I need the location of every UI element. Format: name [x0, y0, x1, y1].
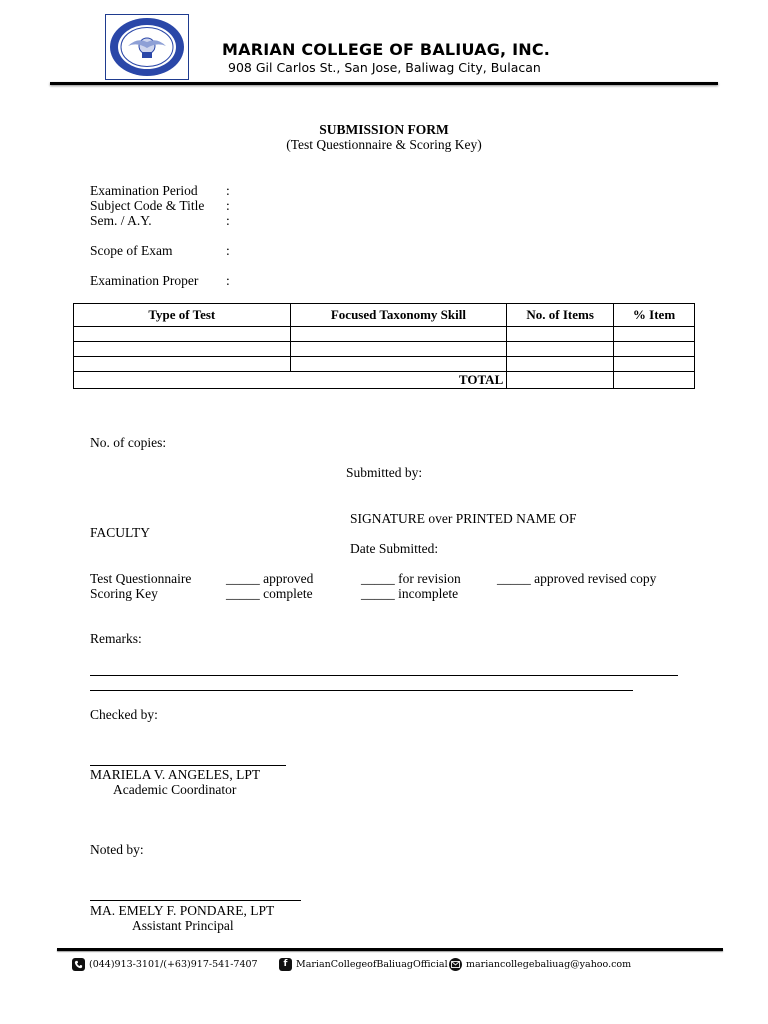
table-row [74, 357, 695, 372]
subject-label: Subject Code & Title [90, 198, 205, 213]
table-row [74, 327, 695, 342]
submitted-by-label: Submitted by: [346, 465, 423, 480]
table-cell[interactable] [74, 357, 291, 372]
copies-label: No. of copies: [90, 435, 167, 450]
table-cell[interactable] [290, 357, 507, 372]
table-header-row [74, 304, 695, 327]
remarks-line-1[interactable] [90, 675, 678, 676]
checked-by-name: MARIELA V. ANGELES, LPT [90, 767, 261, 782]
facebook-icon: f [279, 958, 292, 971]
table-cell[interactable] [74, 342, 291, 357]
col-percent-item: % Item [614, 304, 695, 327]
tq-label: Test Questionnaire [90, 571, 192, 586]
sk-label: Scoring Key [90, 586, 158, 601]
footer-email-text[interactable]: mariancollegebaliuag@yahoo.com [466, 958, 632, 970]
table-cell[interactable] [614, 342, 695, 357]
tq-approved-revised-option[interactable]: _____ approved revised copy [497, 571, 657, 586]
header-divider [50, 82, 718, 85]
tq-for-revision-option[interactable]: _____ for revision [361, 571, 461, 586]
subject-colon: : [226, 198, 230, 213]
email-icon [449, 958, 462, 971]
sem-ay-label: Sem. / A.Y. [90, 213, 152, 228]
col-type-of-test: Type of Test [74, 304, 291, 327]
school-logo [105, 14, 189, 80]
school-seal-icon [106, 15, 188, 79]
form-title: SUBMISSION FORM [319, 122, 449, 137]
table-cell[interactable] [290, 342, 507, 357]
footer-phone [72, 956, 258, 972]
sk-complete-option[interactable]: _____ complete [226, 586, 313, 601]
scope-colon: : [226, 243, 230, 258]
footer-phone-text: (044)913-3101/(+63)917-541-7407 [89, 958, 258, 970]
table-cell[interactable] [74, 327, 291, 342]
total-percent-cell[interactable] [614, 372, 695, 389]
table-cell[interactable] [507, 327, 614, 342]
scope-label: Scope of Exam [90, 243, 173, 258]
table-row [74, 342, 695, 357]
checked-by-label: Checked by: [90, 707, 158, 722]
checked-by-signature-line[interactable] [90, 765, 286, 766]
school-address: 908 Gil Carlos St., San Jose, Baliwag City, Bulacan [228, 60, 541, 75]
total-label: TOTAL [74, 372, 507, 389]
footer-divider [57, 948, 723, 951]
total-items-cell[interactable] [507, 372, 614, 389]
noted-by-label: Noted by: [90, 842, 144, 857]
noted-by-signature-line[interactable] [90, 900, 301, 901]
table-cell[interactable] [614, 327, 695, 342]
col-no-of-items: No. of Items [507, 304, 614, 327]
form-subtitle: (Test Questionnaire & Scoring Key) [286, 137, 482, 152]
noted-by-title: Assistant Principal [132, 918, 234, 933]
noted-by-name: MA. EMELY F. PONDARE, LPT [90, 903, 275, 918]
table-cell[interactable] [614, 357, 695, 372]
checked-by-title: Academic Coordinator [113, 782, 237, 797]
phone-icon [72, 958, 85, 971]
col-taxonomy-skill: Focused Taxonomy Skill [290, 304, 507, 327]
signature-caption-faculty: FACULTY [90, 525, 151, 540]
exam-period-label: Examination Period [90, 183, 198, 198]
exam-proper-table [73, 303, 695, 389]
exam-proper-colon: : [226, 273, 230, 288]
tq-approved-option[interactable]: _____ approved [226, 571, 314, 586]
exam-period-colon: : [226, 183, 230, 198]
table-cell[interactable] [290, 327, 507, 342]
sk-incomplete-option[interactable]: _____ incomplete [361, 586, 459, 601]
table-cell[interactable] [507, 342, 614, 357]
table-cell[interactable] [507, 357, 614, 372]
exam-proper-label: Examination Proper [90, 273, 199, 288]
remarks-label: Remarks: [90, 631, 142, 646]
footer-email [449, 956, 631, 972]
footer-facebook-text[interactable]: MarianCollegeofBaliuagOfficial [296, 958, 448, 970]
table-total-row [74, 372, 695, 389]
remarks-line-2[interactable] [90, 690, 633, 691]
school-name: MARIAN COLLEGE OF BALIUAG, INC. [222, 40, 551, 59]
footer-facebook [279, 956, 448, 972]
signature-caption: SIGNATURE over PRINTED NAME OF [350, 511, 577, 526]
date-submitted-label: Date Submitted: [350, 541, 439, 556]
sem-ay-colon: : [226, 213, 230, 228]
